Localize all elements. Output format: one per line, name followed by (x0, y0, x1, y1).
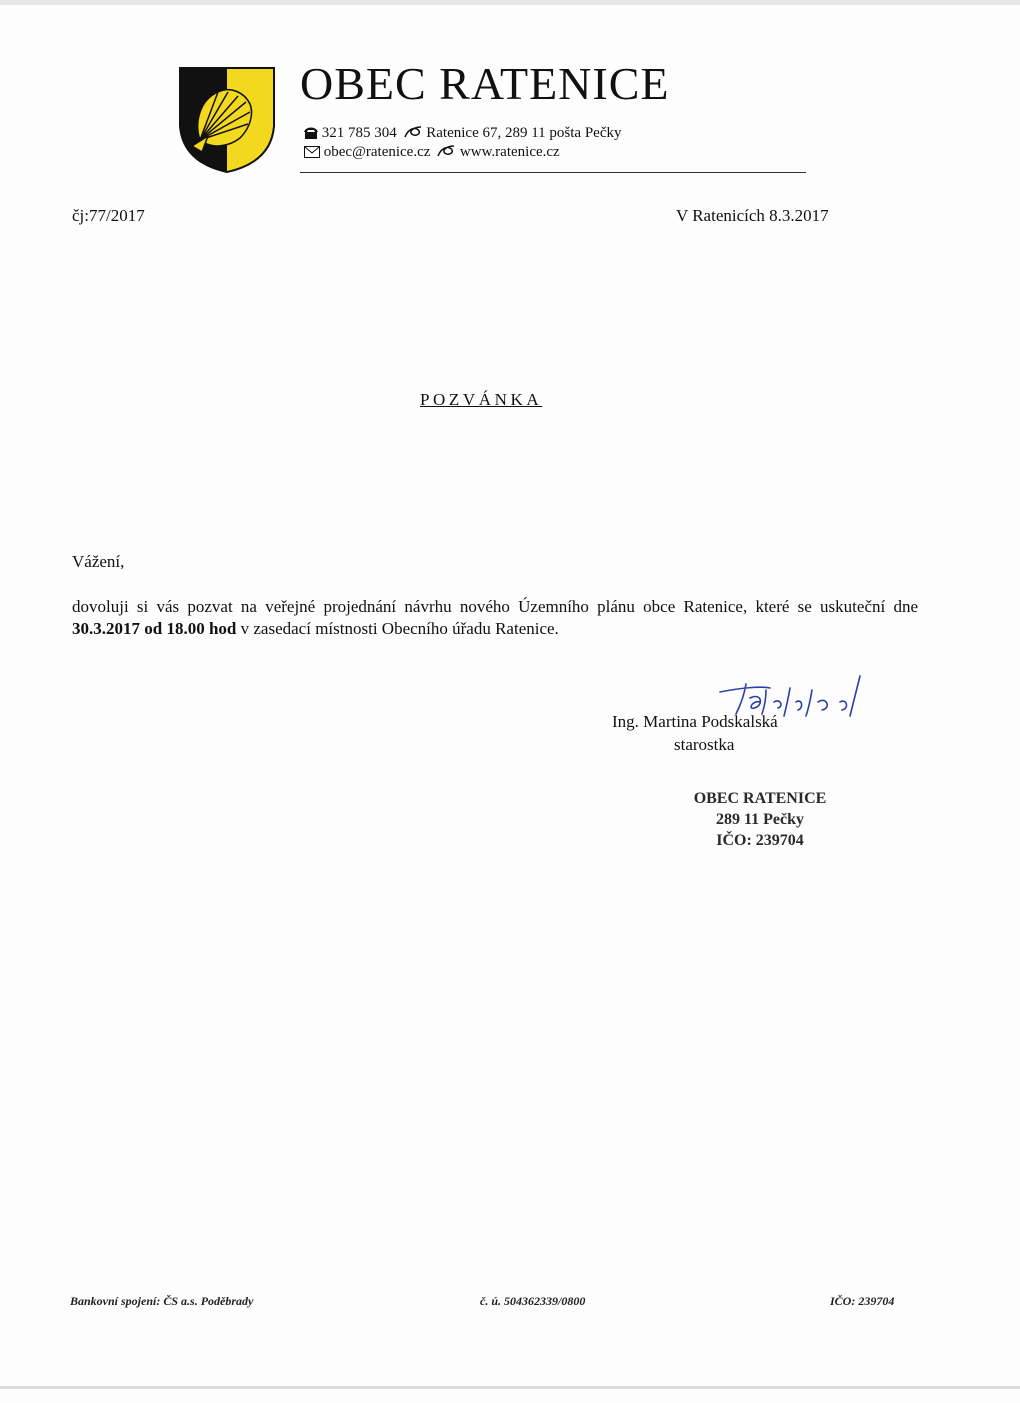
phone-icon (304, 126, 318, 139)
email-address: obec@ratenice.cz (323, 144, 431, 160)
reference-number: čj:77/2017 (72, 206, 145, 225)
header-divider (300, 172, 806, 173)
contact-line-2 (304, 143, 560, 162)
footer-bank: Bankovní spojení: ČS a.s. Poděbrady (70, 1294, 254, 1308)
mail-icon (304, 146, 320, 158)
stamp-line-3: IČO: 239704 (716, 832, 804, 849)
signer-role: starostka (674, 735, 735, 754)
letter-body (72, 596, 918, 640)
body-text-end: v zasedací místnosti Obecního úřadu Ratenice. (236, 619, 559, 638)
footer-ico: IČO: 239704 (830, 1294, 895, 1308)
place-and-date: V Ratenicích 8.3.2017 (676, 206, 829, 225)
stamp-line-2: 289 11 Pečky (716, 811, 804, 828)
coat-of-arms-icon (178, 66, 276, 174)
postal-address: Ratenice 67, 289 11 pošta Pečky (426, 125, 622, 141)
official-stamp (660, 788, 860, 851)
document-heading: POZVÁNKA (420, 390, 543, 409)
body-text-start: dovoluji si vás pozvat na veřejné projednání návrhu nového Územního plánu obce Ratenice, které se uskuteční dne (72, 597, 918, 616)
municipality-title: OBEC RATENICE (300, 58, 670, 109)
signer-name: Ing. Martina Podskalská (612, 712, 778, 731)
scan-edge-top (0, 0, 1020, 5)
phone-number: 321 785 304 (321, 125, 397, 141)
stamp-line-1: OBEC RATENICE (693, 790, 827, 807)
footer-account: č. ú. 504362339/0800 (480, 1294, 586, 1308)
contact-line-1 (304, 124, 621, 143)
scan-edge-bottom (0, 1386, 1020, 1389)
website-address: www.ratenice.cz (459, 144, 560, 160)
salutation: Vážení, (72, 552, 125, 571)
meeting-date-time: 30.3.2017 od 18.00 hod (72, 619, 237, 638)
separator-icon (401, 125, 423, 139)
separator-icon (434, 144, 456, 158)
